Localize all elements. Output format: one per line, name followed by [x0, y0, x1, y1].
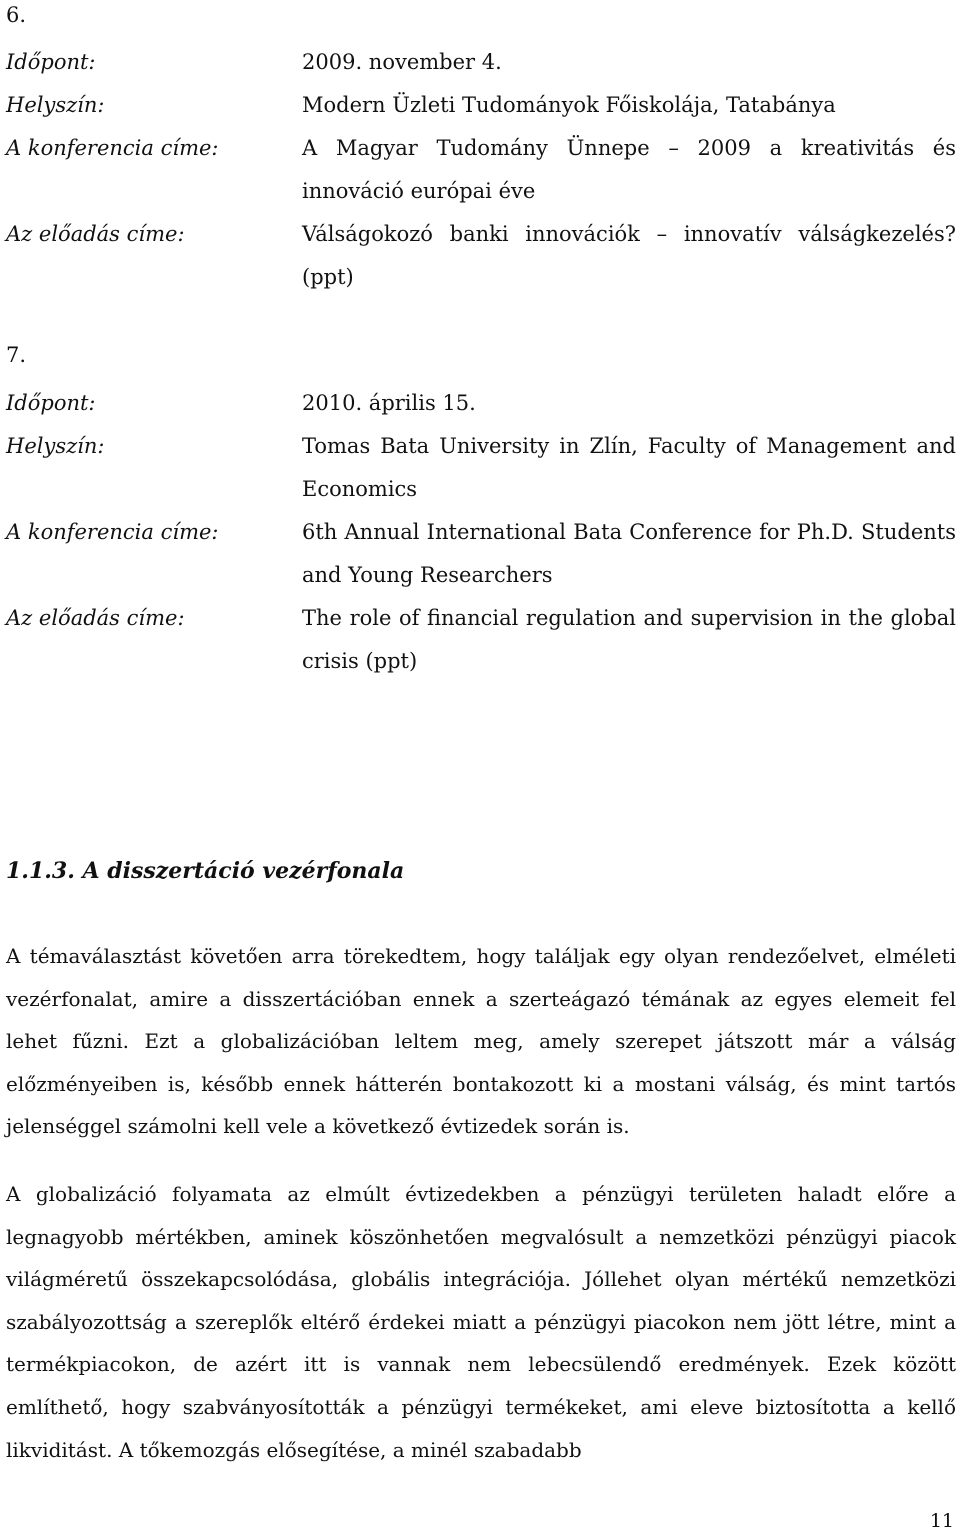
date-label: Időpont:: [6, 391, 96, 415]
place-value: Modern Üzleti Tudományok Főiskolája, Tatabánya: [302, 93, 836, 117]
place-label: Helyszín:: [6, 93, 105, 117]
entry-number: 7.: [6, 343, 27, 367]
talk-row: [6, 597, 956, 683]
talk-value: Válságokozó banki innovációk – innovatív válságkezelés? (ppt): [302, 222, 956, 289]
talk-label: Az előadás címe:: [6, 606, 185, 630]
talk-value: The role of financial regulation and supervision in the global crisis (ppt): [302, 606, 956, 673]
date-value: 2010. április 15.: [302, 391, 476, 415]
place-value: Tomas Bata University in Zlín, Faculty of Management and Economics: [302, 434, 956, 501]
place-label: Helyszín:: [6, 434, 105, 458]
place-row: [6, 425, 956, 511]
conference-row: [6, 127, 956, 213]
talk-label: Az előadás címe:: [6, 222, 185, 246]
place-row: [6, 84, 956, 127]
entry-number: 6.: [6, 3, 27, 27]
page-number: 11: [929, 1510, 954, 1532]
paragraph-2: A globalizáció folyamata az elmúlt évtizedekben a pénzügyi területen haladt előre a legnagyobb mértékben, aminek köszönhetően megvalósult a nemzetközi pénzügyi piacok világméretű összekapcsolódása, globális integrációja. Jóllehet olyan mértékű nemzetközi szabályozottság a szereplők eltérő érdekei miatt a pénzügyi piacokon nem jött létre, mint a termékpiacokon, de azért itt is vannak nem lebecsülendő eredmények. Ezek között említhető, hogy szabványosították a pénzügyi termékeket, ami eleve biztosította a kellő likviditást. A tőkemozgás elősegítése, a minél szabadabb: [6, 1182, 956, 1462]
conference-label: A konferencia címe:: [6, 136, 219, 160]
date-row: [6, 382, 956, 425]
conference-value: 6th Annual International Bata Conference for Ph.D. Students and Young Researchers: [302, 520, 956, 587]
entry-6: [6, 0, 956, 299]
conference-row: [6, 511, 956, 597]
talk-row: [6, 213, 956, 299]
conference-label: A konferencia címe:: [6, 520, 219, 544]
date-value: 2009. november 4.: [302, 50, 502, 74]
entry-7: [6, 340, 956, 683]
conference-value: A Magyar Tudomány Ünnepe – 2009 a kreativitás és innováció európai éve: [302, 136, 956, 203]
date-label: Időpont:: [6, 50, 96, 74]
section-heading: 1.1.3. A disszertáció vezérfonala: [6, 858, 405, 884]
date-row: [6, 41, 956, 84]
paragraph-1: A témaválasztást követően arra törekedtem, hogy találjak egy olyan rendezőelvet, elméleti vezérfonalat, amire a disszertációban ennek a szerteágazó témának az egyes elemeit fel lehet fűzni. Ezt a globalizációban leltem meg, amely szerepet játszott már a válság előzményeiben is, később ennek hátterén bontakozott ki a mostani válság, és mint tartós jelenséggel számolni kell vele a következő évtizedek során is.: [6, 944, 956, 1139]
